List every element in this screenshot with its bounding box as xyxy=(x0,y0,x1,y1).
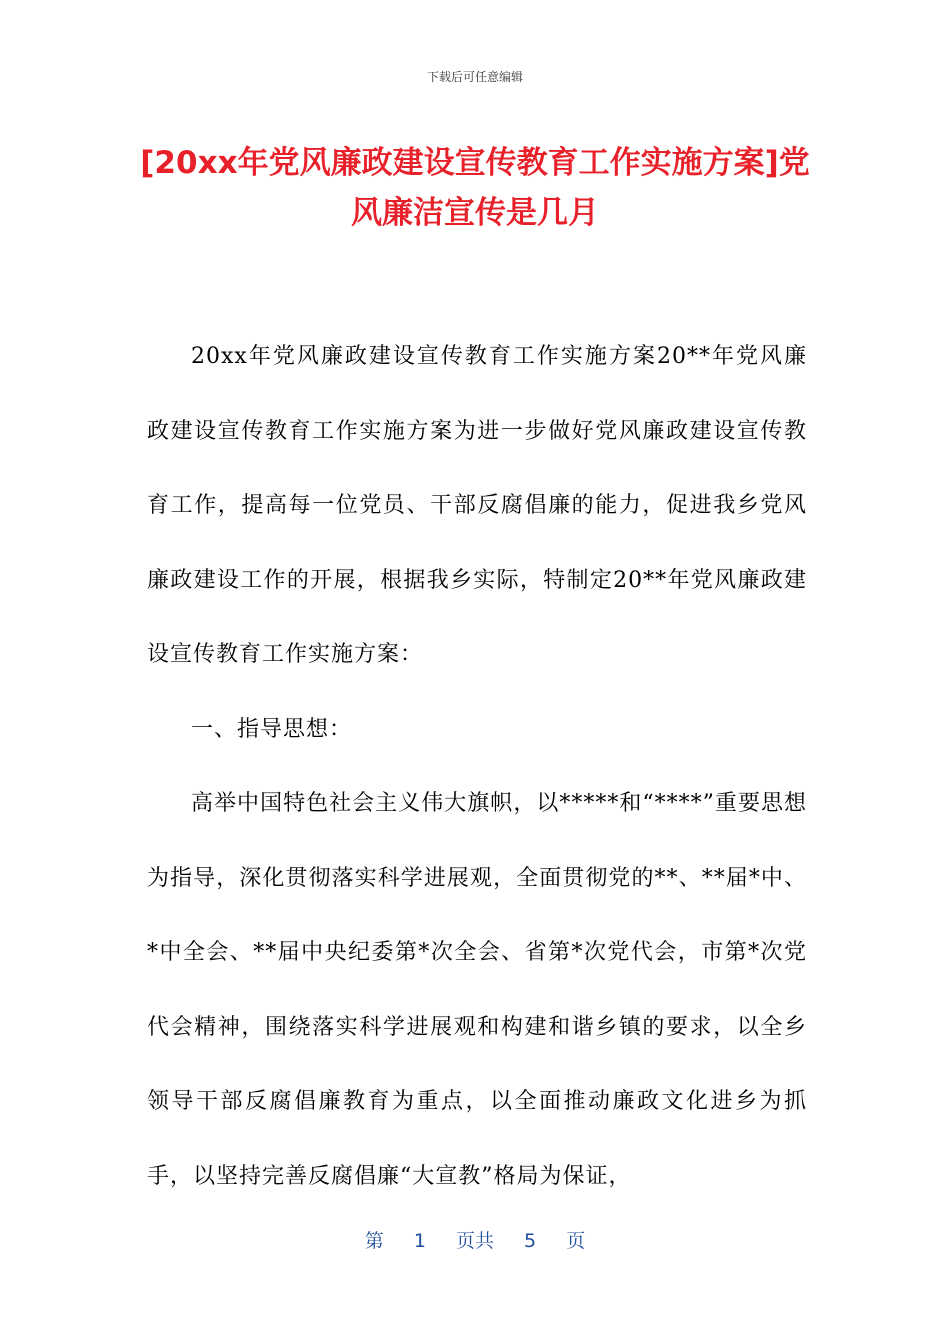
paragraph-section-heading: 一、指导思想： xyxy=(191,716,353,742)
page-label-pre: 第 xyxy=(364,1230,384,1252)
page-label-mid: 页共 xyxy=(455,1230,494,1252)
document-title: [20xx年党风廉政建设宣传教育工作实施方案]党风廉洁宣传是几月 xyxy=(140,145,810,231)
paragraph-intro: 20xx年党风廉政建设宣传教育工作实施方案20**年党风廉政建设宣传教育工作实施方案为进一步做好党风廉政建设宣传教育工作，提高每一位党员、干部反腐倡廉的能力，促进我乡党风廉政建设工作的开展，根据我乡实际，特制定20**年党风廉政建设宣传教育工作实施方案： xyxy=(147,344,807,667)
document-body xyxy=(147,320,807,1214)
page-footer xyxy=(0,1226,950,1253)
page-total-number: 5 xyxy=(524,1230,537,1252)
page-label-post: 页 xyxy=(566,1230,586,1252)
paragraph-guiding-thought: 高举中国特色社会主义伟大旗帜，以*****和“****”重要思想为指导，深化贯彻落实科学进展观，全面贯彻党的**、**届*中、*中全会、**届中央纪委第*次全会、省第*次党代会，市第*次党代会精神，围绕落实科学进展观和构建和谐乡镇的要求，以全乡领导干部反腐倡廉教育为重点，以全面推动廉政文化进乡为抓手，以坚持完善反腐倡廉“大宣教”格局为保证， xyxy=(147,791,807,1189)
page-current-number: 1 xyxy=(413,1230,426,1252)
header-note: 下载后可任意编辑 xyxy=(426,70,523,84)
